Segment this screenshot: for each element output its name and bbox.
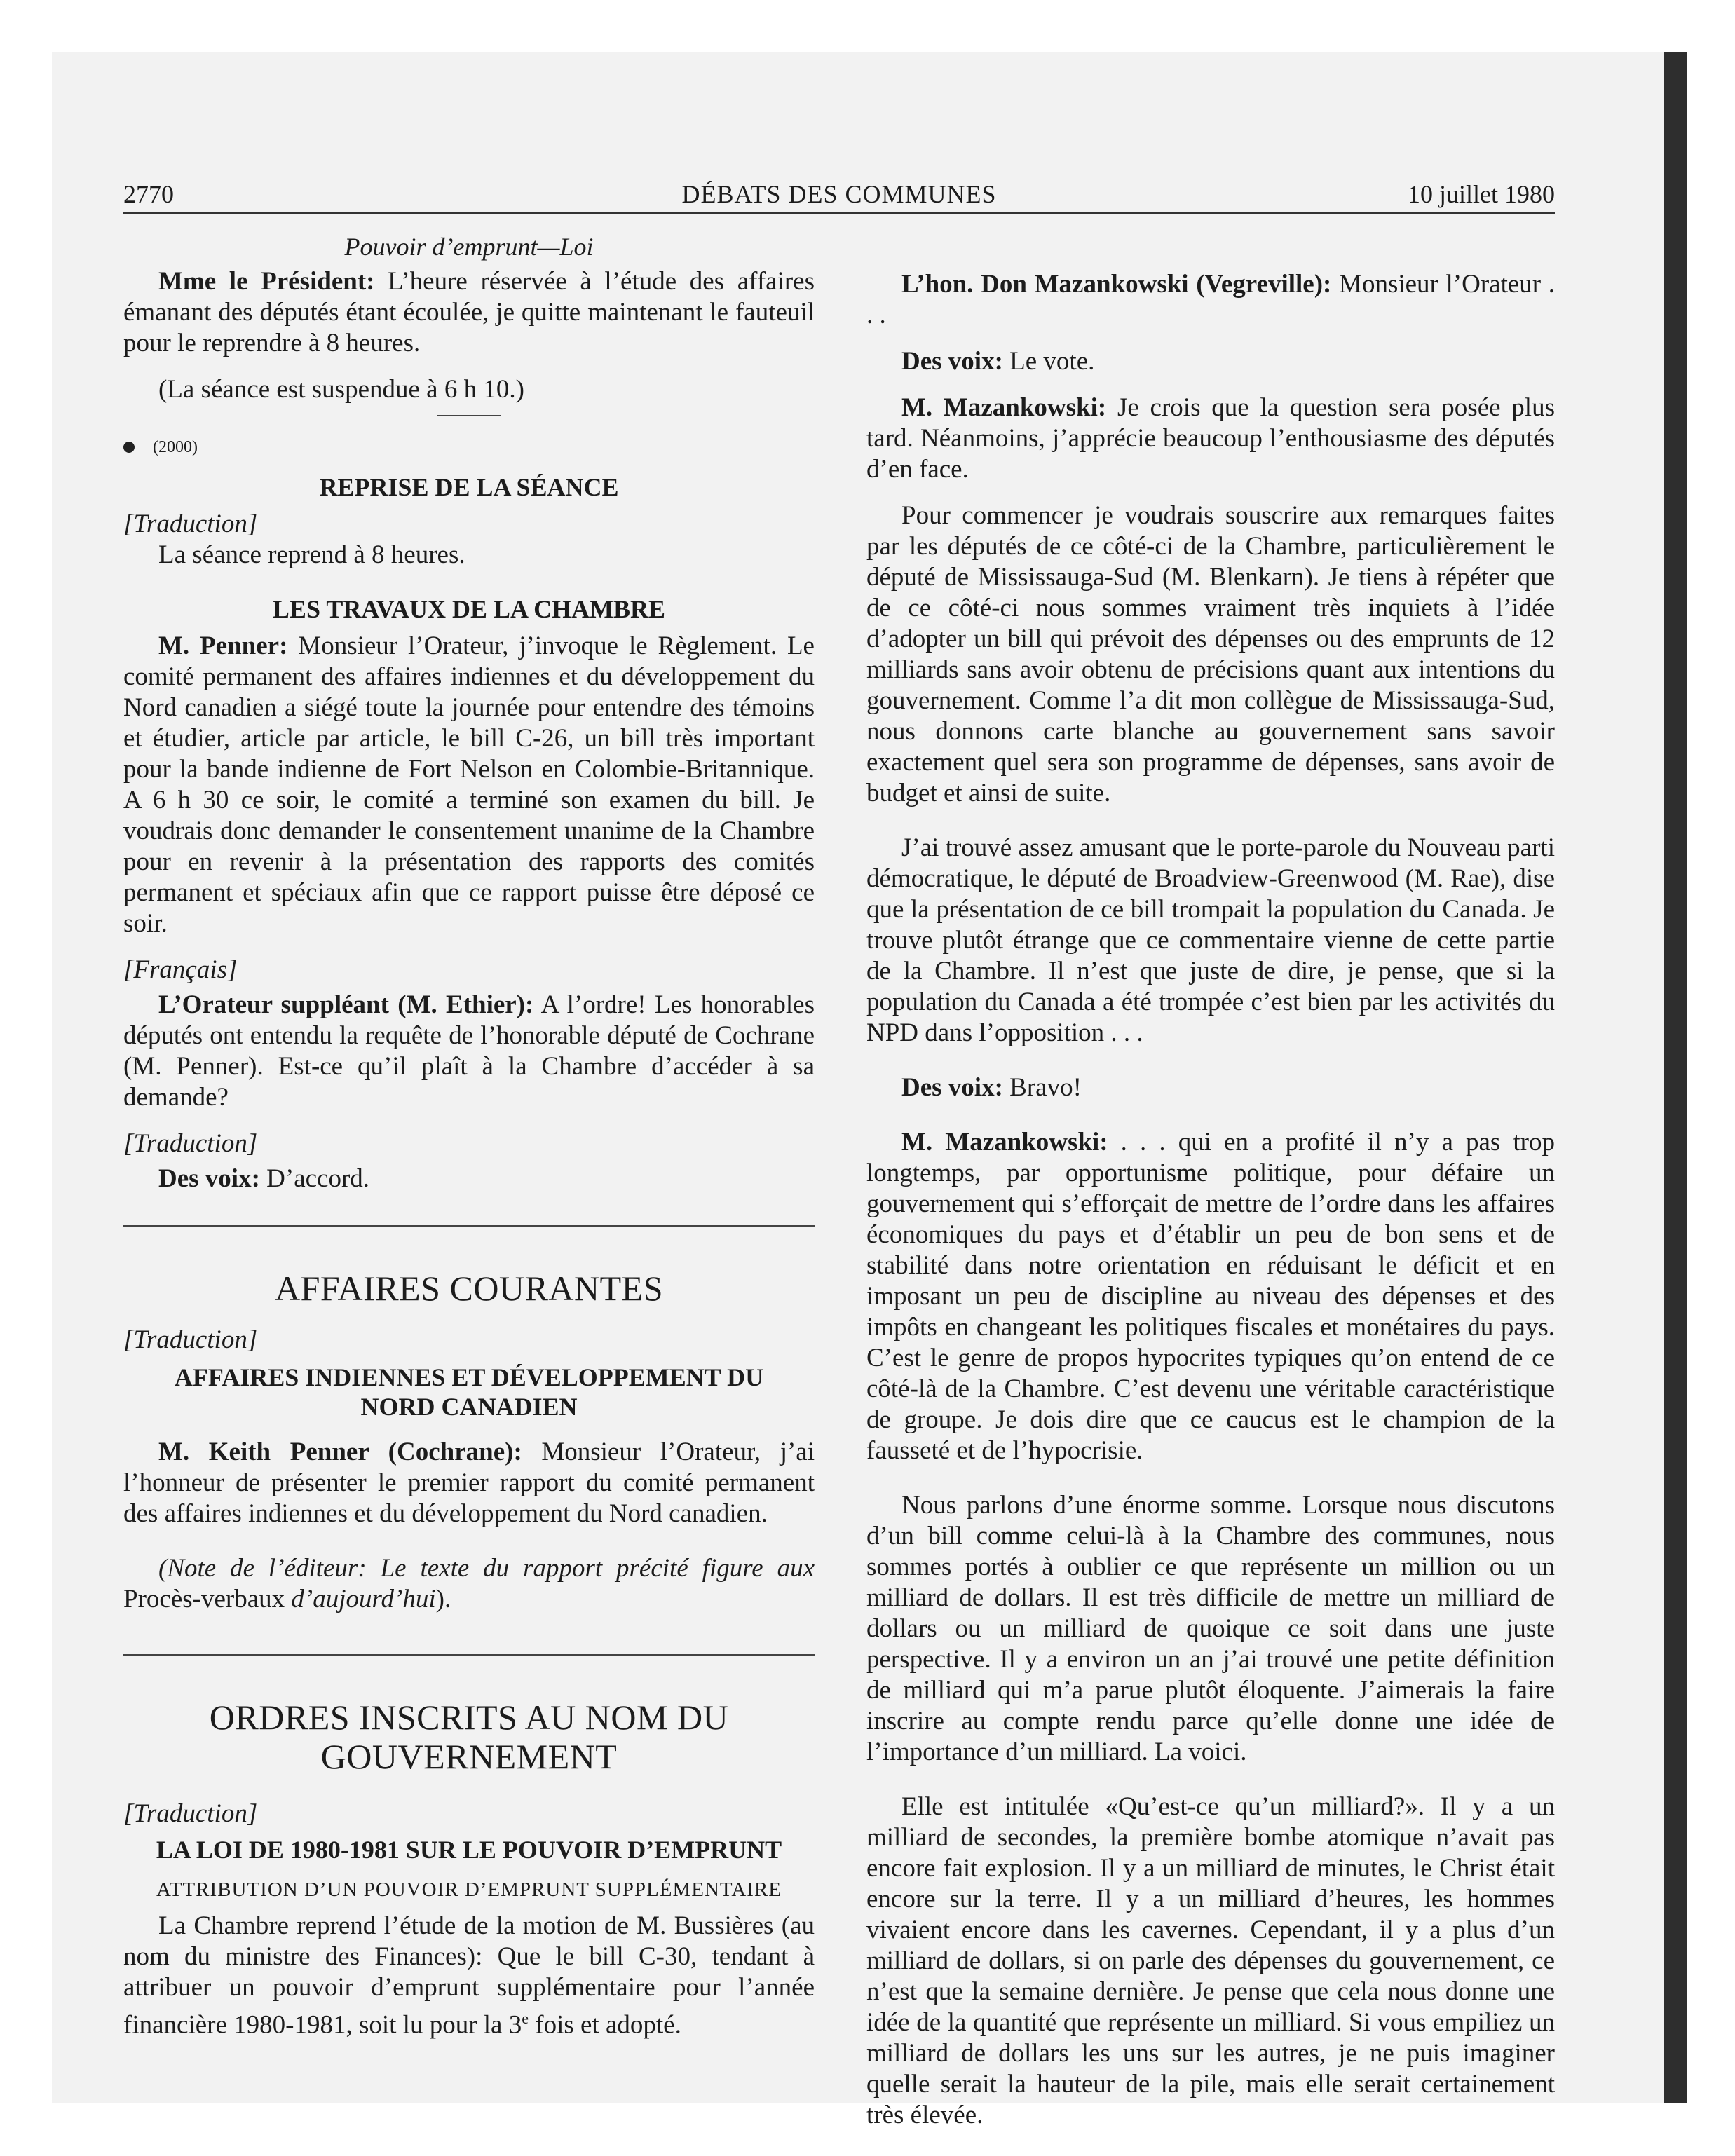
speech-paragraph: M. Keith Penner (Cochrane): Monsieur l’Orateur, j’ai l’honneur de présenter le premier rapport du comité permanent des affaires indiennes et du développement du Nord canadien. <box>123 1438 815 1528</box>
right-column <box>866 231 1555 2131</box>
speaker-label: Des voix: <box>158 1164 260 1193</box>
speech-paragraph: Elle est intitulée «Qu’est-ce qu’un milliard?». Il y a un milliard de secondes, la première bombe atomique n’avait pas encore fait explosion. Il y a un milliard de minutes, le Christ était encore sur la terre. Il y a un milliard d’heures, les hommes vivaient encore dans les cavernes. Cependant, il y a plus d’un milliard de dollars, si on parle des dépenses du gouvernement, ce n’est que la semaine dernière. Je pense que cela nous donne une idée de la quantité que représente un milliard. Si vous empiliez un milliard de dollars les uns sur les autres, je ne puis imaginer quelle serait la hauteur de la pile, mais elle serait certainement très élevée. <box>866 1792 1555 2129</box>
speaker-label: L’Orateur suppléant (M. Ethier): <box>158 990 534 1019</box>
section-divider <box>123 1225 815 1227</box>
section-divider <box>123 1654 815 1656</box>
speech-paragraph: L’Orateur suppléant (M. Ethier): A l’ordre! Les honorables députés ont entendu la requête de l’honorable député de Cochrane (M. Penner). Est-ce qu’il plaît à la Chambre d’accéder à sa demande? <box>123 990 815 1112</box>
section-heading: LES TRAVAUX DE LA CHAMBRE <box>272 595 666 623</box>
speech-paragraph: M. Mazankowski: Je crois que la question sera posée plus tard. Néanmoins, j’apprécie beaucoup l’enthousiasme des députés d’en face. <box>866 393 1555 484</box>
short-divider <box>437 415 501 416</box>
editor-note: (Note de l’éditeur: Le texte du rapport précité figure aux Procès-verbaux d’aujourd’hui). <box>123 1554 815 1613</box>
speech-paragraph: M. Mazankowski: . . . qui en a profité il n’y a pas trop longtemps, par opportunisme politique, pour défaire un gouvernement qui s’efforçait de mettre de l’ordre dans les affaires économiques du pays et d’établir un peu de bon sens et de stabilité dans notre orientation en réduisant le déficit et en imposant un peu de discipline au niveau des dépenses et des impôts en changeant les politiques fiscales et monétaires du pays. C’est le genre de propos hypocrites typiques qu’on entend de ce côté-là de la Chambre. C’est devenu une véritable caractéristique de groupe. Je dois dire que ce caucus est le champion de la fausseté et de l’hypocrisie. <box>866 1128 1555 1465</box>
bullet-icon <box>123 442 135 453</box>
speech-paragraph: M. Penner: Monsieur l’Orateur, j’invoque le Règlement. Le comité permanent des affaires indiennes et du développement du Nord canadien a siégé toute la journée pour entendre des témoins et étudier, article par article, le bill C-26, un bill très important pour la bande indienne de Fort Nelson en Colombie-Britannique. A 6 h 30 ce soir, le comité a terminé son examen du bill. Je voudrais donc demander le consentement unanime de la Chambre pour en revenir à la présentation des rapports des comités permanent et spéciaux afin que ce rapport puisse être déposé ce soir. <box>123 632 815 938</box>
speech-paragraph: Des voix: Bravo! <box>901 1073 1082 1102</box>
section-heading: REPRISE DE LA SÉANCE <box>319 473 619 501</box>
section-heading: LA LOI DE 1980-1981 SUR LE POUVOIR D’EMPRUNT <box>156 1836 782 1864</box>
speech-paragraph: Des voix: D’accord. <box>158 1164 370 1193</box>
motion-paragraph: La Chambre reprend l’étude de la motion de M. Bussières (au nom du ministre des Finances): Que le bill C-30, tendant à attribuer un pouvoir d’emprunt supplémentaire pour l’année financière 1980-1981, soit lu pour la 3e fois et adopté. <box>123 1911 815 2040</box>
publication-title: DÉBATS DES COMMUNES <box>681 180 997 208</box>
speech-paragraph: Des voix: Le vote. <box>901 347 1095 376</box>
speech-paragraph: J’ai trouvé assez amusant que le porte-parole du Nouveau parti démocratique, le député de Broadview-Greenwood (M. Rae), dise que la présentation de ce bill trompait la population du Canada. Je trouve plutôt étrange que ce commentaire vienne de cette partie de la Chambre. Il n’est que juste de dire, je pense, que si la population du Canada a été trompée c’est bien par les activités du NPD dans l’opposition . . . <box>866 833 1555 1047</box>
page-number: 2770 <box>123 180 174 208</box>
major-heading: ORDRES INSCRITS AU NOM DU GOUVERNEMENT <box>209 1698 729 1776</box>
speaker-label: M. Keith Penner (Cochrane): <box>158 1438 522 1466</box>
language-tag: [Traduction] <box>123 1325 258 1354</box>
speaker-label: M. Mazankowski: <box>901 1128 1108 1157</box>
language-tag: [Traduction] <box>123 510 258 538</box>
speaker-label: L’hon. Don Mazankowski (Vegreville): <box>901 270 1332 299</box>
speaker-label: Des voix: <box>901 1073 1003 1102</box>
page-date: 10 juillet 1980 <box>1408 180 1555 208</box>
section-heading: AFFAIRES INDIENNES ET DÉVELOPPEMENT DU NORD CANADIEN <box>174 1363 764 1421</box>
speech-paragraph: Mme le Président: L’heure réservée à l’étude des affaires émanant des députés étant écoulée, je quitte maintenant le fauteuil pour le reprendre à 8 heures. <box>123 267 815 357</box>
speech-paragraph: Pour commencer je voudrais souscrire aux remarques faites par les députés de ce côté-ci de la Chambre, particulièrement le député de Mississauga-Sud (M. Blenkarn). Je tiens à répéter que de ce côté-ci nous sommes vraiment très inquiets à l’idée d’adopter un bill qui prévoit des dépenses ou des emprunts de 12 milliards sans avoir obtenu de précisions quant aux intentions du gouvernement. Comme l’a dit mon collègue de Mississauga-Sud, nous donnons carte blanche au gouvernement sans savoir exactement quel sera son programme de dépenses, sans avoir de budget et ainsi de suite. <box>866 501 1555 807</box>
procedural-note: (La séance est suspendue à 6 h 10.) <box>158 375 524 404</box>
speaker-label: M. Penner: <box>158 632 288 660</box>
speech-paragraph: Nous parlons d’une énorme somme. Lorsque nous discutons d’un bill comme celui-là à la Chambre des communes, nous sommes portés à oublier ce que représente un million ou un milliard de dollars. Il est très difficile de mettre un milliard de dollars ou un milliard de quoique ce soit dans une juste perspective. Il y a environ un an j’ai trouvé une petite définition de milliard qui m’a parue plutôt éloquente. J’aimerais la faire inscrire au compte rendu parce qu’elle donne une idée de l’importance d’un milliard. La voici. <box>866 1491 1555 1766</box>
time-marker: (2000) <box>123 432 815 463</box>
scan-edge-bar <box>1664 52 1687 2103</box>
language-tag: [Traduction] <box>123 1129 258 1158</box>
procedural-note: La séance reprend à 8 heures. <box>158 540 465 569</box>
subsection-heading: ATTRIBUTION D’UN POUVOIR D’EMPRUNT SUPPLÉMENTAIRE <box>156 1878 782 1901</box>
language-tag: [Traduction] <box>123 1799 258 1828</box>
speaker-label: Des voix: <box>901 347 1003 376</box>
running-head: Pouvoir d’emprunt—Loi <box>344 233 594 261</box>
speaker-label: Mme le Président: <box>158 267 375 296</box>
page-header <box>123 177 1555 214</box>
left-column <box>123 231 815 2040</box>
major-heading: AFFAIRES COURANTES <box>275 1269 663 1308</box>
speaker-label: M. Mazankowski: <box>901 393 1107 422</box>
language-tag: [Français] <box>123 955 238 984</box>
speech-paragraph: L’hon. Don Mazankowski (Vegreville): Monsieur l’Orateur . . . <box>866 270 1555 329</box>
